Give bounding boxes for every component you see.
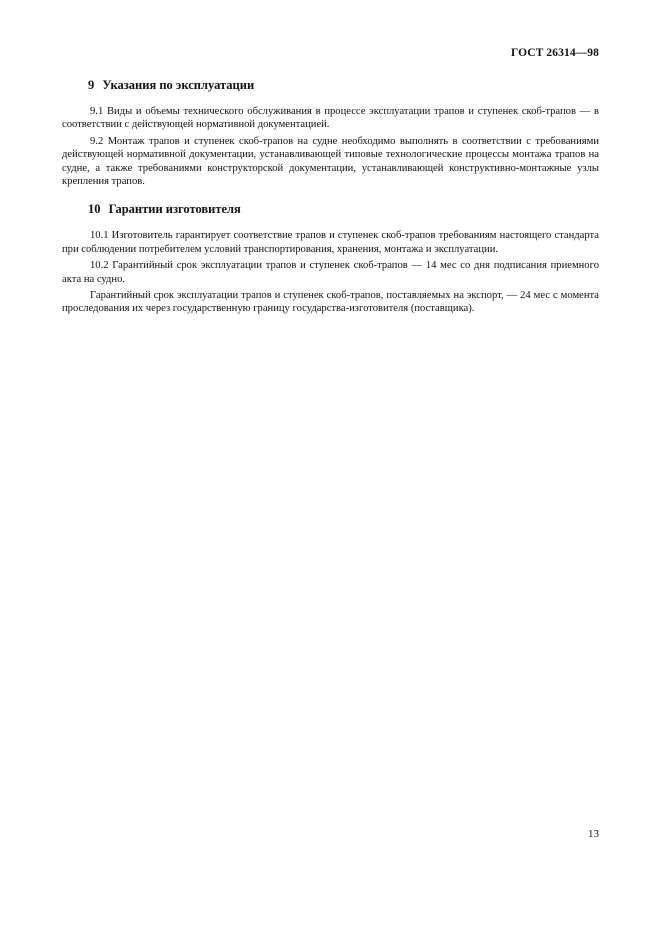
- section-number: 10: [88, 202, 101, 217]
- section-heading: [88, 78, 599, 93]
- section-number: 9: [88, 78, 95, 92]
- paragraph-10-2-export: Гарантийный срок эксплуатации трапов и ступенек скоб-трапов, поставляемых на экспорт, — 24 мес с момента проследования их через государственную границу государства-изготовителя (поставщика).: [62, 290, 599, 315]
- document-code: ГОСТ 26314—98: [510, 47, 599, 59]
- document-body: [62, 78, 599, 330]
- paragraph-10-1: 10.1 Изготовитель гарантирует соответствие трапов и ступенек скоб-трапов требованиям настоящего стандарта при соблюдении потребителем условий транспортирования, хранения, монтажа и эксплуатации.: [62, 230, 599, 255]
- section-heading: [88, 202, 599, 217]
- section-title: Гарантии изготовителя: [108, 202, 241, 217]
- section-10: [62, 202, 599, 315]
- page-number: 13: [588, 828, 599, 840]
- section-9: [62, 78, 599, 188]
- paragraph-9-2: 9.2 Монтаж трапов и ступенек скоб-трапов на судне необходимо выполнять в соответствии с требованиями действующей нормативной документации, устанавливающей типовые технологические процессы монтажа трапов на судне, а также требованиями конструкторской документации, устанавливающей конструктивно-монтажные узлы крепления трапов.: [62, 135, 599, 188]
- paragraph-10-2: 10.2 Гарантийный срок эксплуатации трапов и ступенек скоб-трапов — 14 мес со дня подписания приемного акта на судно.: [62, 260, 599, 285]
- paragraph-9-1: 9.1 Виды и объемы технического обслуживания в процессе эксплуатации трапов и ступенек скоб-трапов — в соответствии с действующей нормативной документацией.: [62, 106, 599, 131]
- section-title: Указания по эксплуатации: [102, 78, 255, 92]
